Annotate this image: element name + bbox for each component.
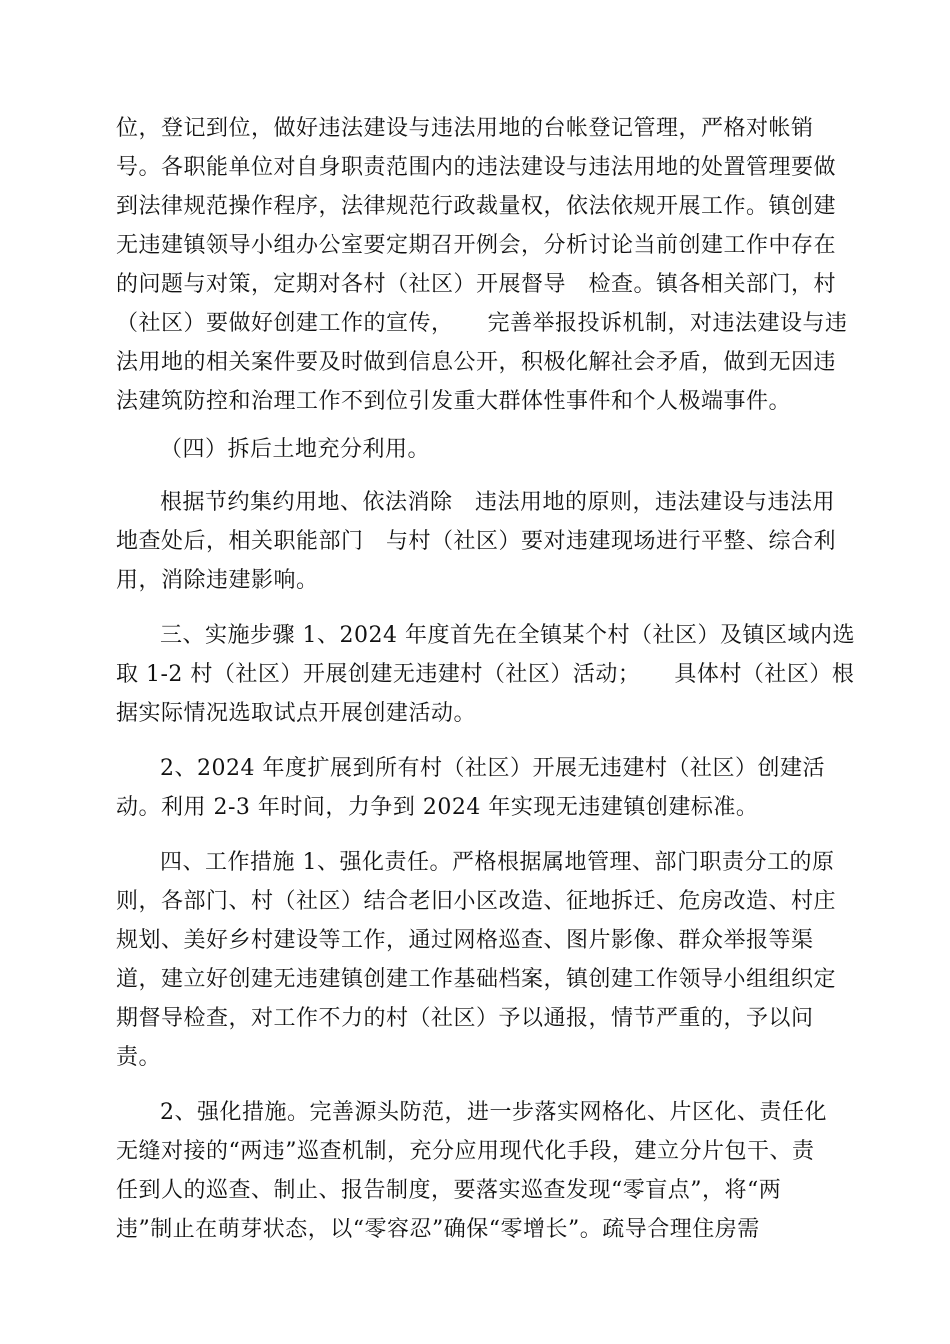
text-line: 根据节约集约用地、依法消除 违法用地的原则，违法建设与违法用 [160,490,836,515]
text-line: 道，建立好创建无违建镇创建工作基础档案，镇创建工作领导小组组织定 [116,967,837,992]
text-line: 动。利用 2-3 年时间，力争到 2024 年实现无违建镇创建标准。 [116,795,759,820]
text-line: 责。 [116,1045,162,1070]
text-line: 四、工作措施 1、强化责任。严格根据属地管理、部门职责分工的原 [160,850,835,875]
text-line: 法建筑防控和治理工作不到位引发重大群体性事件和个人极端事件。 [116,389,792,414]
text-line: 地查处后，相关职能部门 与村（社区）要对违建现场进行平整、综合利 [116,529,837,554]
text-line: 号。各职能单位对自身职责范围内的违法建设与违法用地的处置管理要做 [116,155,837,180]
text-line: 到法律规范操作程序，法律规范行政裁量权，依法依规开展工作。镇创建 [116,194,837,219]
text-line: 取 1-2 村（社区）开展创建无违建村（社区）活动； 具体村（社区）根 [116,662,855,687]
text-line: 违”制止在萌芽状态，以“零容忍”确保“零增长”。疏导合理住房需 [116,1217,760,1242]
text-line: 期督导检查，对工作不力的村（社区）予以通报，情节严重的，予以问 [116,1006,814,1031]
text-line: 无违建镇领导小组办公室要定期召开例会，分析讨论当前创建工作中存在 [116,233,837,258]
text-line: 则，各部门、村（社区）结合老旧小区改造、征地拆迁、危房改造、村庄 [116,889,837,914]
text-line: 法用地的相关案件要及时做到信息公开，积极化解社会矛盾，做到无因违 [116,350,837,375]
text-line: （社区）要做好创建工作的宣传， 完善举报投诉机制，对违法建设与违 [116,311,848,336]
text-line: 无缝对接的“两违”巡查机制，充分应用现代化手段，建立分片包干、责 [116,1139,815,1164]
text-line: 位，登记到位，做好违法建设与违法用地的台帐登记管理，严格对帐销 [116,116,814,141]
text-line: 任到人的巡查、制止、报告制度，要落实巡查发现“零盲点”，将“两 [116,1178,782,1203]
section-heading: （四）拆后土地充分利用。 [160,437,431,462]
text-line: 2、强化措施。完善源头防范，进一步落实网格化、片区化、责任化 [160,1100,827,1125]
text-line: 三、实施步骤 1、2024 年度首先在全镇某个村（社区）及镇区域内选 [160,623,855,648]
text-line: 的问题与对策，定期对各村（社区）开展督导 检查。镇各相关部门，村 [116,272,837,297]
text-line: 据实际情况选取试点开展创建活动。 [116,701,477,726]
text-line: 用，消除违建影响。 [116,568,319,593]
text-line: 规划、美好乡村建设等工作，通过网格巡查、图片影像、群众举报等渠 [116,928,814,953]
text-line: 2、2024 年度扩展到所有村（社区）开展无违建村（社区）创建活 [160,756,825,781]
